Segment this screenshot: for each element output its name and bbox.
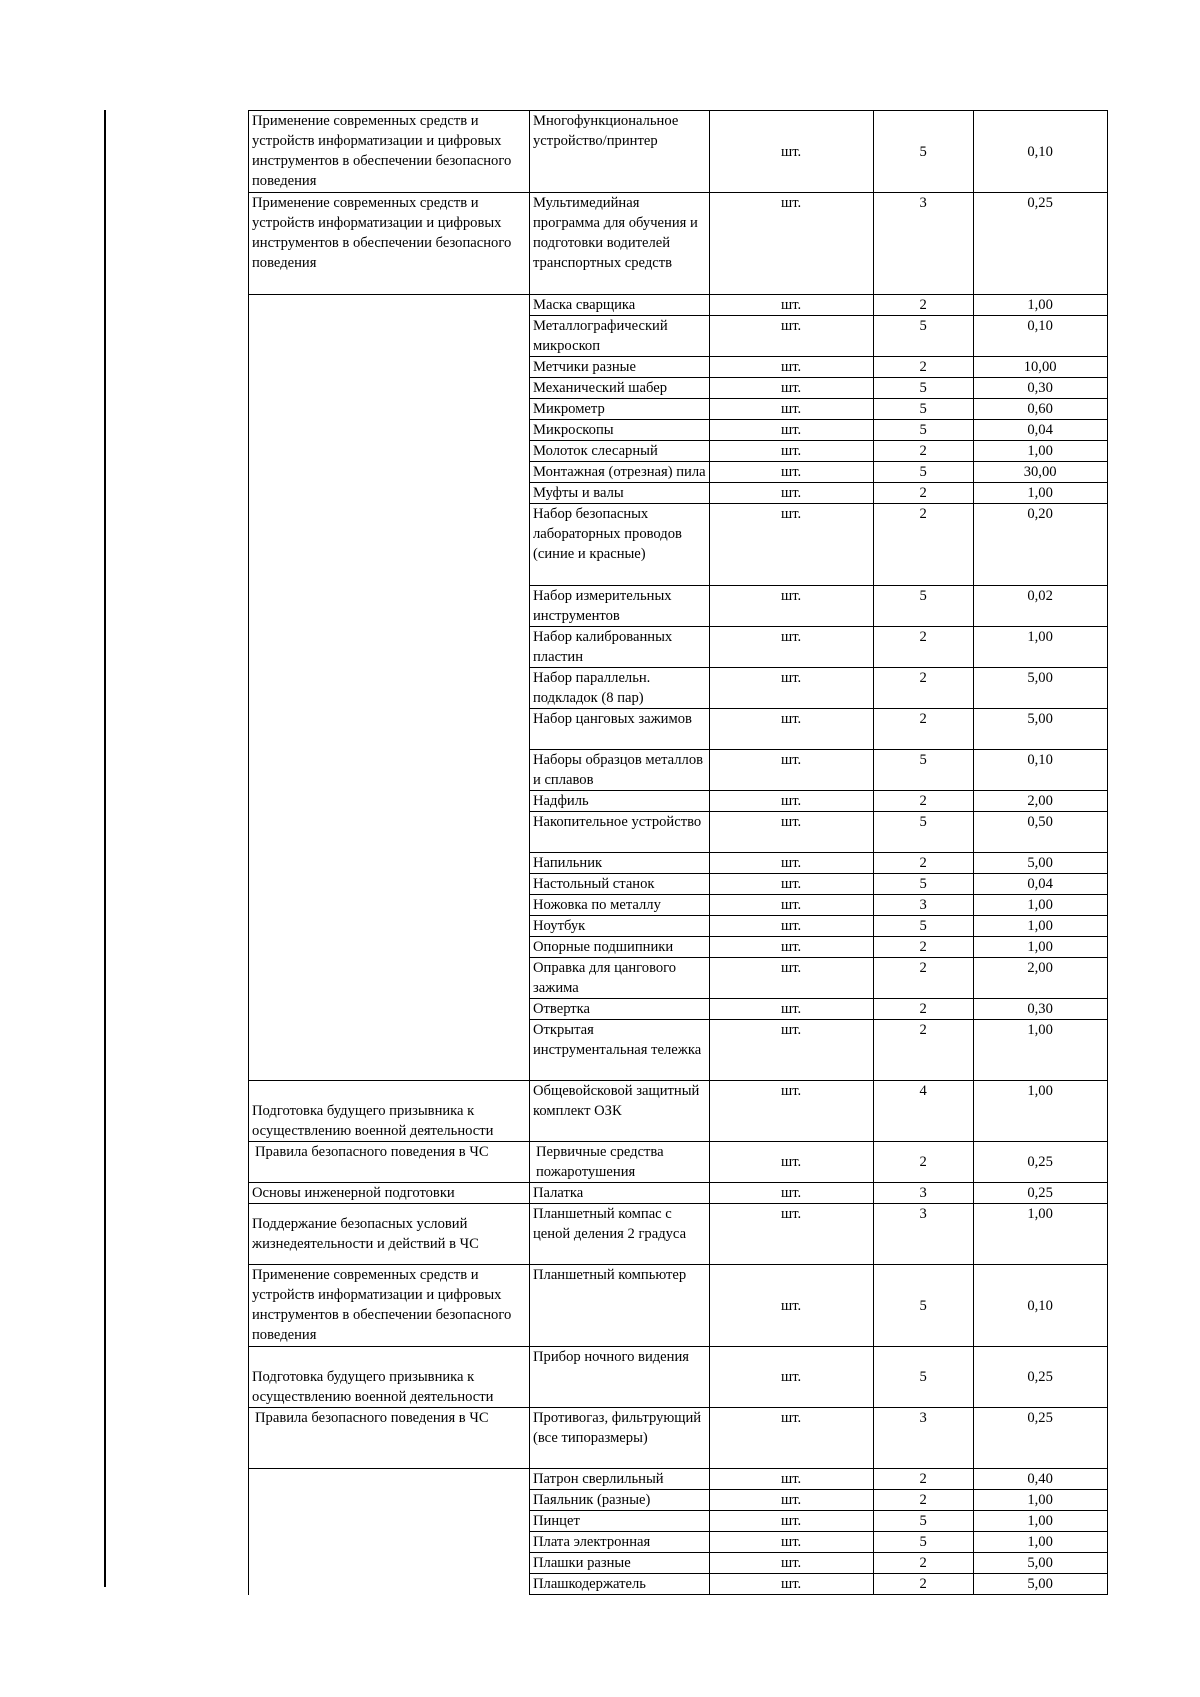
quantity-cell: 2: [873, 999, 973, 1020]
table-row: [249, 1183, 1108, 1204]
unit-cell: шт.: [709, 462, 873, 483]
item-name-cell: Плашки разные: [530, 1553, 710, 1574]
quantity-cell: 5: [873, 812, 973, 853]
equipment-table-container: [248, 110, 1108, 1595]
unit-cell: шт.: [709, 483, 873, 504]
unit-cell: шт.: [709, 937, 873, 958]
quantity-cell: 5: [873, 378, 973, 399]
unit-cell: шт.: [709, 1142, 873, 1183]
item-name-cell: Набор цанговых зажимов: [530, 709, 710, 750]
quantity-cell: 2: [873, 1574, 973, 1595]
item-name-cell: Набор безопасных лабораторных проводов (синие и красные): [530, 504, 710, 586]
norm-cell: 1,00: [973, 1532, 1107, 1553]
item-name-cell: Опорные подшипники: [530, 937, 710, 958]
item-name-cell: Прибор ночного видения: [530, 1347, 710, 1408]
table-row: [249, 1469, 1108, 1490]
item-name-cell: Планшетный компьютер: [530, 1265, 710, 1347]
item-name-cell: Плашкодержатель: [530, 1574, 710, 1595]
item-name-cell: Напильник: [530, 853, 710, 874]
unit-cell: шт.: [709, 586, 873, 627]
quantity-cell: 2: [873, 1469, 973, 1490]
quantity-cell: 2: [873, 483, 973, 504]
unit-cell: шт.: [709, 999, 873, 1020]
norm-cell: 0,60: [973, 399, 1107, 420]
quantity-cell: 2: [873, 295, 973, 316]
quantity-cell: 5: [873, 1347, 973, 1408]
unit-cell: шт.: [709, 420, 873, 441]
norm-cell: 0,10: [973, 111, 1107, 193]
unit-cell: шт.: [709, 1511, 873, 1532]
unit-cell: шт.: [709, 874, 873, 895]
quantity-cell: 2: [873, 1490, 973, 1511]
quantity-cell: 5: [873, 399, 973, 420]
unit-cell: шт.: [709, 1020, 873, 1081]
quantity-cell: 2: [873, 958, 973, 999]
unit-cell: шт.: [709, 316, 873, 357]
norm-cell: 10,00: [973, 357, 1107, 378]
table-row: [249, 1347, 1108, 1408]
norm-cell: 0,30: [973, 378, 1107, 399]
item-name-cell: Молоток слесарный: [530, 441, 710, 462]
topic-cell: Применение современных средств и устройств информатизации и цифровых инструментов в обеспечении безопасного поведения: [249, 1265, 530, 1347]
item-name-cell: Надфиль: [530, 791, 710, 812]
quantity-cell: 2: [873, 668, 973, 709]
table-row: [249, 295, 1108, 316]
table-row: [249, 111, 1108, 193]
topic-cell-empty: [249, 1469, 530, 1595]
quantity-cell: 2: [873, 709, 973, 750]
quantity-cell: 3: [873, 1204, 973, 1265]
unit-cell: шт.: [709, 709, 873, 750]
quantity-cell: 5: [873, 420, 973, 441]
quantity-cell: 5: [873, 586, 973, 627]
norm-cell: 0,04: [973, 874, 1107, 895]
quantity-cell: 2: [873, 853, 973, 874]
quantity-cell: 3: [873, 1408, 973, 1469]
item-name-cell: Плата электронная: [530, 1532, 710, 1553]
norm-cell: 1,00: [973, 627, 1107, 668]
norm-cell: 1,00: [973, 441, 1107, 462]
quantity-cell: 2: [873, 937, 973, 958]
item-name-cell: Общевойсковой защитный комплект ОЗК: [530, 1081, 710, 1142]
quantity-cell: 5: [873, 874, 973, 895]
table-row: [249, 1081, 1108, 1142]
table-row: [249, 193, 1108, 295]
norm-cell: 1,00: [973, 1020, 1107, 1081]
unit-cell: шт.: [709, 1081, 873, 1142]
norm-cell: 0,10: [973, 750, 1107, 791]
item-name-cell: Пинцет: [530, 1511, 710, 1532]
item-name-cell: Планшетный компас с ценой деления 2 градуса: [530, 1204, 710, 1265]
unit-cell: шт.: [709, 378, 873, 399]
item-name-cell: Наборы образцов металлов и сплавов: [530, 750, 710, 791]
unit-cell: шт.: [709, 627, 873, 668]
quantity-cell: 4: [873, 1081, 973, 1142]
quantity-cell: 2: [873, 1020, 973, 1081]
item-name-cell: Открытая инструментальная тележка: [530, 1020, 710, 1081]
unit-cell: шт.: [709, 295, 873, 316]
item-name-cell: Микрометр: [530, 399, 710, 420]
page-left-rule: [104, 110, 106, 1587]
table-row: [249, 1204, 1108, 1265]
unit-cell: шт.: [709, 1183, 873, 1204]
quantity-cell: 2: [873, 1142, 973, 1183]
quantity-cell: 2: [873, 1553, 973, 1574]
norm-cell: 5,00: [973, 1574, 1107, 1595]
topic-cell: Подготовка будущего призывника к осуществлению военной деятельности: [249, 1347, 530, 1408]
quantity-cell: 5: [873, 916, 973, 937]
norm-cell: 5,00: [973, 709, 1107, 750]
item-name-cell: Набор параллельн. подкладок (8 пар): [530, 668, 710, 709]
norm-cell: 0,25: [973, 1347, 1107, 1408]
norm-cell: 5,00: [973, 1553, 1107, 1574]
norm-cell: 0,25: [973, 193, 1107, 295]
norm-cell: 0,25: [973, 1142, 1107, 1183]
unit-cell: шт.: [709, 812, 873, 853]
item-name-cell: Ножовка по металлу: [530, 895, 710, 916]
norm-cell: 0,10: [973, 316, 1107, 357]
norm-cell: 1,00: [973, 1081, 1107, 1142]
unit-cell: шт.: [709, 1408, 873, 1469]
quantity-cell: 5: [873, 750, 973, 791]
item-name-cell: Механический шабер: [530, 378, 710, 399]
quantity-cell: 2: [873, 357, 973, 378]
item-name-cell: Многофункциональное устройство/принтер: [530, 111, 710, 193]
norm-cell: 1,00: [973, 916, 1107, 937]
unit-cell: шт.: [709, 895, 873, 916]
norm-cell: 0,10: [973, 1265, 1107, 1347]
item-name-cell: Метчики разные: [530, 357, 710, 378]
norm-cell: 1,00: [973, 1511, 1107, 1532]
unit-cell: шт.: [709, 1532, 873, 1553]
unit-cell: шт.: [709, 1553, 873, 1574]
item-name-cell: Металлографический микроскоп: [530, 316, 710, 357]
norm-cell: 0,25: [973, 1183, 1107, 1204]
norm-cell: 5,00: [973, 853, 1107, 874]
item-name-cell: Патрон сверлильный: [530, 1469, 710, 1490]
quantity-cell: 3: [873, 1183, 973, 1204]
norm-cell: 30,00: [973, 462, 1107, 483]
item-name-cell: Отвертка: [530, 999, 710, 1020]
unit-cell: шт.: [709, 1347, 873, 1408]
unit-cell: шт.: [709, 504, 873, 586]
unit-cell: шт.: [709, 958, 873, 999]
quantity-cell: 5: [873, 1265, 973, 1347]
quantity-cell: 2: [873, 627, 973, 668]
item-name-cell: Первичные средства пожаротушения: [530, 1142, 710, 1183]
quantity-cell: 5: [873, 1511, 973, 1532]
unit-cell: шт.: [709, 916, 873, 937]
item-name-cell: Муфты и валы: [530, 483, 710, 504]
unit-cell: шт.: [709, 193, 873, 295]
item-name-cell: Накопительное устройство: [530, 812, 710, 853]
norm-cell: 0,40: [973, 1469, 1107, 1490]
norm-cell: 1,00: [973, 483, 1107, 504]
unit-cell: шт.: [709, 441, 873, 462]
table-row: [249, 1265, 1108, 1347]
norm-cell: 1,00: [973, 1204, 1107, 1265]
equipment-table: [248, 110, 1108, 1595]
unit-cell: шт.: [709, 750, 873, 791]
item-name-cell: Противогаз, фильтрующий (все типоразмеры): [530, 1408, 710, 1469]
item-name-cell: Монтажная (отрезная) пила: [530, 462, 710, 483]
item-name-cell: Микроскопы: [530, 420, 710, 441]
unit-cell: шт.: [709, 1490, 873, 1511]
unit-cell: шт.: [709, 357, 873, 378]
norm-cell: 1,00: [973, 937, 1107, 958]
topic-cell: Применение современных средств и устройств информатизации и цифровых инструментов в обеспечении безопасного поведения: [249, 193, 530, 295]
quantity-cell: 2: [873, 504, 973, 586]
item-name-cell: Настольный станок: [530, 874, 710, 895]
topic-cell: Правила безопасного поведения в ЧС: [249, 1142, 530, 1183]
topic-cell: Правила безопасного поведения в ЧС: [249, 1408, 530, 1469]
unit-cell: шт.: [709, 399, 873, 420]
topic-cell: Основы инженерной подготовки: [249, 1183, 530, 1204]
topic-cell: Применение современных средств и устройств информатизации и цифровых инструментов в обеспечении безопасного поведения: [249, 111, 530, 193]
quantity-cell: 3: [873, 193, 973, 295]
quantity-cell: 5: [873, 462, 973, 483]
topic-cell: Подготовка будущего призывника к осуществлению военной деятельности: [249, 1081, 530, 1142]
item-name-cell: Паяльник (разные): [530, 1490, 710, 1511]
unit-cell: шт.: [709, 1204, 873, 1265]
quantity-cell: 5: [873, 1532, 973, 1553]
norm-cell: 2,00: [973, 791, 1107, 812]
unit-cell: шт.: [709, 791, 873, 812]
norm-cell: 0,20: [973, 504, 1107, 586]
quantity-cell: 2: [873, 791, 973, 812]
item-name-cell: Палатка: [530, 1183, 710, 1204]
norm-cell: 0,50: [973, 812, 1107, 853]
table-row: [249, 1408, 1108, 1469]
norm-cell: 1,00: [973, 1490, 1107, 1511]
unit-cell: шт.: [709, 1265, 873, 1347]
norm-cell: 0,02: [973, 586, 1107, 627]
item-name-cell: Мультимедийная программа для обучения и подготовки водителей транспортных средств: [530, 193, 710, 295]
item-name-cell: Ноутбук: [530, 916, 710, 937]
topic-cell-empty: [249, 295, 530, 1081]
quantity-cell: 3: [873, 895, 973, 916]
unit-cell: шт.: [709, 1574, 873, 1595]
unit-cell: шт.: [709, 111, 873, 193]
norm-cell: 5,00: [973, 668, 1107, 709]
item-name-cell: Набор калиброванных пластин: [530, 627, 710, 668]
item-name-cell: Набор измерительных инструментов: [530, 586, 710, 627]
quantity-cell: 5: [873, 316, 973, 357]
norm-cell: 0,30: [973, 999, 1107, 1020]
table-row: [249, 1142, 1108, 1183]
unit-cell: шт.: [709, 668, 873, 709]
norm-cell: 1,00: [973, 295, 1107, 316]
norm-cell: 1,00: [973, 895, 1107, 916]
unit-cell: шт.: [709, 853, 873, 874]
quantity-cell: 5: [873, 111, 973, 193]
topic-cell: Поддержание безопасных условий жизнедеятельности и действий в ЧС: [249, 1204, 530, 1265]
item-name-cell: Оправка для цангового зажима: [530, 958, 710, 999]
norm-cell: 0,04: [973, 420, 1107, 441]
unit-cell: шт.: [709, 1469, 873, 1490]
norm-cell: 0,25: [973, 1408, 1107, 1469]
item-name-cell: Маска сварщика: [530, 295, 710, 316]
norm-cell: 2,00: [973, 958, 1107, 999]
quantity-cell: 2: [873, 441, 973, 462]
